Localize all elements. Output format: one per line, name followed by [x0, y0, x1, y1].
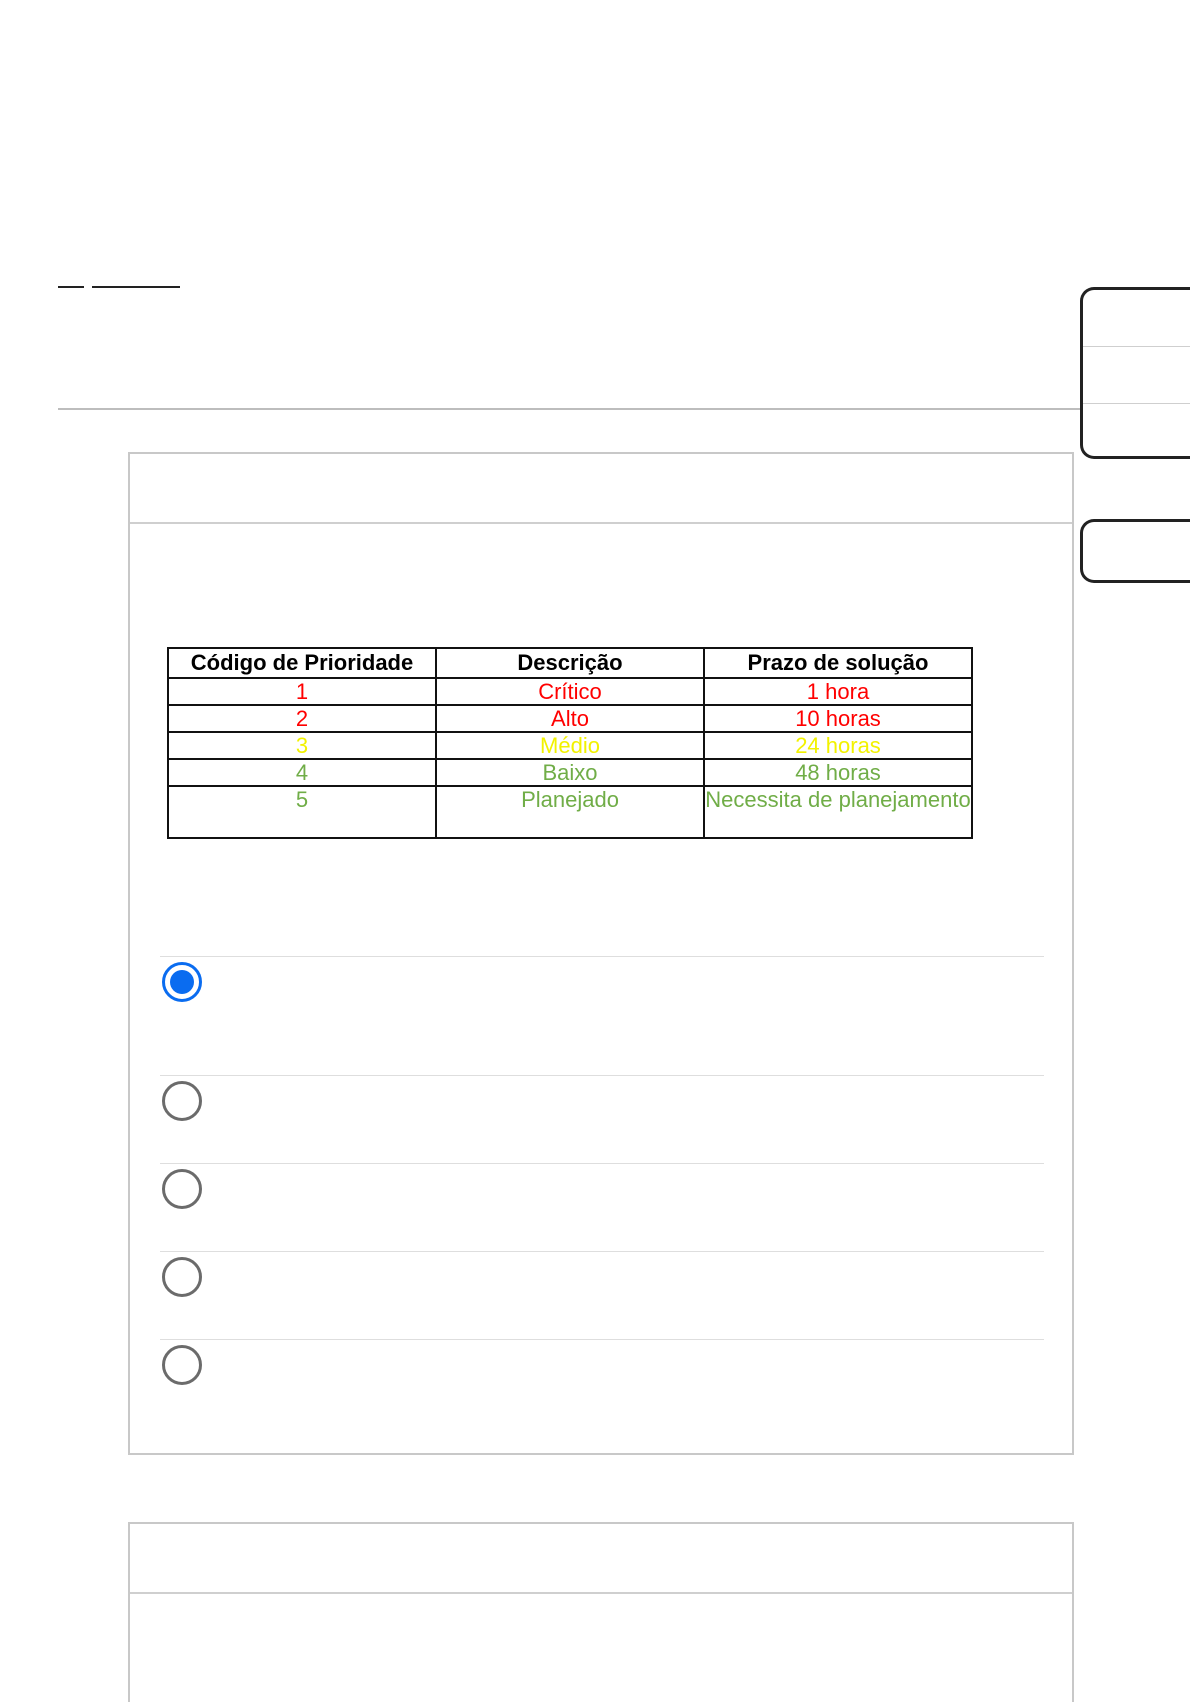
priority-table-row	[168, 678, 972, 705]
answer-option[interactable]	[160, 1251, 1044, 1339]
header-divider	[58, 408, 1080, 410]
priority-code: 1	[168, 678, 436, 705]
side-panel-item[interactable]	[1083, 347, 1190, 404]
question-card	[128, 1522, 1074, 1702]
priority-deadline: 1 hora	[704, 678, 972, 705]
priority-code: 4	[168, 759, 436, 786]
radio-button[interactable]	[162, 1169, 202, 1209]
priority-code: 5	[168, 786, 436, 838]
priority-table-header: Código de Prioridade	[168, 648, 436, 678]
priority-table-row	[168, 705, 972, 732]
priority-description: Crítico	[436, 678, 704, 705]
answer-option[interactable]	[160, 956, 1044, 1075]
question-card-header	[130, 454, 1072, 524]
answer-option[interactable]	[160, 1075, 1044, 1163]
priority-code: 3	[168, 732, 436, 759]
question-card	[128, 452, 1074, 1455]
priority-deadline: 48 horas	[704, 759, 972, 786]
question-card-header	[130, 1524, 1072, 1594]
priority-table-row	[168, 759, 972, 786]
side-action-button[interactable]	[1080, 519, 1190, 583]
priority-description: Alto	[436, 705, 704, 732]
nav-link-long[interactable]	[92, 282, 180, 288]
answer-options	[160, 956, 1044, 1430]
priority-code: 2	[168, 705, 436, 732]
priority-table-header-row	[168, 648, 972, 678]
priority-table-row	[168, 786, 972, 838]
radio-button[interactable]	[162, 1345, 202, 1385]
priority-table	[167, 647, 973, 839]
nav-link-short[interactable]	[58, 282, 84, 288]
priority-table-row	[168, 732, 972, 759]
radio-button[interactable]	[162, 1257, 202, 1297]
side-navigation-panel	[1080, 287, 1190, 459]
priority-deadline: 24 horas	[704, 732, 972, 759]
side-panel-item[interactable]	[1083, 290, 1190, 347]
radio-button[interactable]	[162, 962, 202, 1002]
priority-deadline: 10 horas	[704, 705, 972, 732]
side-panel-item[interactable]	[1083, 404, 1190, 460]
priority-table-header: Descrição	[436, 648, 704, 678]
answer-option[interactable]	[160, 1339, 1044, 1430]
priority-description: Planejado	[436, 786, 704, 838]
priority-deadline: Necessita de planejamento	[704, 786, 972, 838]
priority-description: Médio	[436, 732, 704, 759]
answer-option[interactable]	[160, 1163, 1044, 1251]
priority-table-header: Prazo de solução	[704, 648, 972, 678]
priority-description: Baixo	[436, 759, 704, 786]
radio-button[interactable]	[162, 1081, 202, 1121]
